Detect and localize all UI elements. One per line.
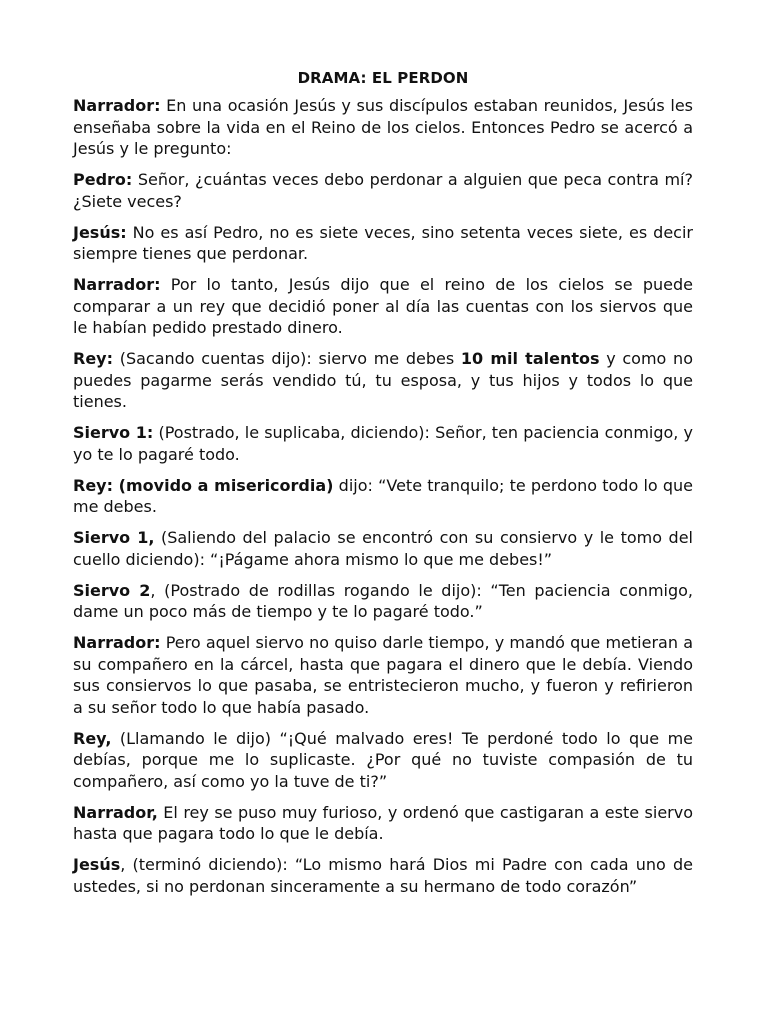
speaker-label: Narrador: — [73, 633, 161, 652]
dialogue-text: (Sacando cuentas dijo): siervo me debes — [113, 349, 461, 368]
speaker-label: Pedro: — [73, 170, 133, 189]
speaker-label: Narrador: — [73, 96, 161, 115]
dialogue-paragraph — [73, 728, 693, 793]
dialogue-text: (Postrado, le suplicaba, diciendo): Señor, ten paciencia conmigo, y yo te lo pagaré todo. — [73, 423, 693, 464]
dialogue-paragraph — [73, 580, 693, 623]
dialogue-paragraph — [73, 527, 693, 570]
dialogue-text: En una ocasión Jesús y sus discípulos estaban reunidos, Jesús les enseñaba sobre la vida en el Reino de los cielos. Entonces Pedro se acercó a Jesús y le pregunto: — [73, 96, 693, 158]
speaker-label: 10 mil talentos — [460, 349, 600, 368]
speaker-label: Siervo 2 — [73, 580, 151, 600]
dialogue-paragraph — [73, 632, 693, 718]
dialogue-text: , (Postrado de rodillas rogando le dijo): “Ten paciencia conmigo, dame un poco más de tiempo y te lo pagaré todo.” — [73, 580, 693, 621]
dialogue-paragraph — [73, 222, 693, 265]
dialogue-paragraph — [73, 348, 693, 413]
document-body — [73, 95, 693, 897]
dialogue-paragraph — [73, 802, 693, 845]
dialogue-paragraph — [73, 274, 693, 339]
dialogue-text: (Llamando le dijo) “¡Qué malvado eres! Te perdoné todo lo que me debías, porque me lo suplicaste. ¿Por qué no tuviste compasión de tu compañero, así como yo la tuve de ti?” — [73, 728, 693, 791]
dialogue-text: Por lo tanto, Jesús dijo que el reino de los cielos se puede comparar a un rey que decidió poner al día las cuentas con los siervos que le habían pedido prestado dinero. — [73, 275, 693, 337]
speaker-label: Siervo 1: — [73, 423, 154, 442]
document-title: DRAMA: EL PERDON — [297, 69, 469, 87]
dialogue-text: No es así Pedro, no es siete veces, sino setenta veces siete, es decir siempre tienes que perdonar. — [73, 222, 693, 263]
dialogue-text: y como no puedes pagarme serás vendido tú, tu esposa, y tus hijos y todos lo que tienes. — [73, 349, 693, 411]
speaker-label: Rey: (movido a misericordia) — [73, 475, 334, 495]
speaker-label: Jesús: — [73, 222, 127, 242]
dialogue-paragraph — [73, 854, 693, 897]
dialogue-paragraph — [73, 422, 693, 465]
dialogue-paragraph — [73, 475, 693, 518]
dialogue-text: El rey se puso muy furioso, y ordenó que castigaran a este siervo hasta que pagara todo lo que le debía. — [73, 802, 693, 843]
dialogue-paragraph — [73, 95, 693, 160]
dialogue-text: , (terminó diciendo): “Lo mismo hará Dios mi Padre con cada uno de ustedes, si no perdonan sinceramente a su hermano de todo corazón” — [73, 855, 693, 896]
speaker-label: Narrador: — [73, 275, 161, 294]
dialogue-text: Señor, ¿cuántas veces debo perdonar a alguien que peca contra mí? ¿Siete veces? — [73, 170, 693, 211]
speaker-label: Narrador, — [73, 802, 158, 822]
document-page — [73, 68, 693, 907]
dialogue-paragraph — [73, 169, 693, 212]
speaker-label: Siervo 1, — [73, 528, 155, 547]
dialogue-text: Pero aquel siervo no quiso darle tiempo, y mandó que metieran a su compañero en la cárcel, hasta que pagara el dinero que le debía. Viendo sus consiervos lo que pasaba, se entristecieron mucho, y fueron y refirieron a su señor todo lo que había pasado. — [73, 633, 693, 717]
speaker-label: Rey: — [73, 349, 113, 368]
speaker-label: Rey, — [73, 728, 112, 748]
speaker-label: Jesús — [73, 855, 121, 874]
dialogue-text: dijo: “Vete tranquilo; te perdono todo lo que me debes. — [73, 475, 694, 516]
dialogue-text: (Saliendo del palacio se encontró con su consiervo y le tomo del cuello diciendo): “¡Págame ahora mismo lo que me debes!” — [73, 528, 693, 569]
